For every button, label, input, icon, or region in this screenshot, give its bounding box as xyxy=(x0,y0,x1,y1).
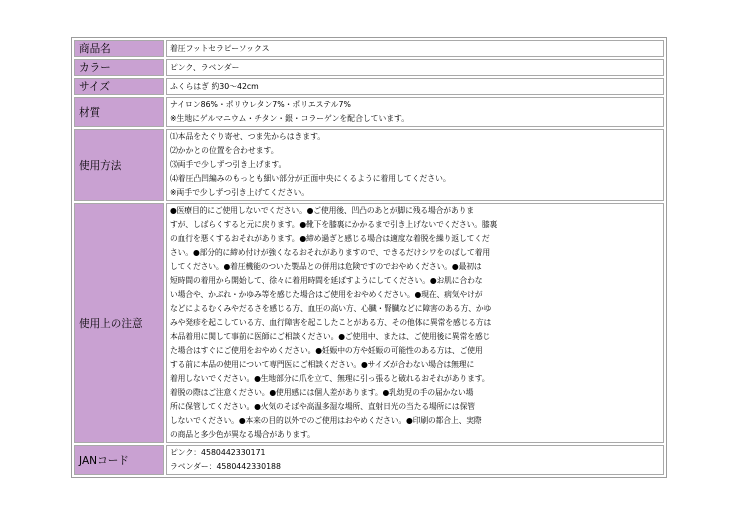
value-line: ※生地にゲルマニウム・チタン・銀・コラーゲンを配合しています。 xyxy=(170,114,410,123)
value-line: 着圧フットセラピーソックス xyxy=(170,43,270,53)
label-jan-code: JANコード xyxy=(74,445,164,475)
label-precautions: 使用上の注意 xyxy=(74,203,164,443)
label-material: 材質 xyxy=(74,97,164,127)
precaution-line: する前に本品の使用について専門医にご相談ください。●サイズが合わない場合は無理に xyxy=(170,360,475,369)
precaution-line: しないでください。●本来の目的以外でのご使用はおやめください。●印刷の都合上、実際 xyxy=(170,416,482,425)
value-material xyxy=(166,97,664,127)
precaution-line: た場合はすぐにご使用をおやめください。●妊娠中の方や妊娠の可能性のある方は、ご使用 xyxy=(170,346,483,355)
value-line: ⑵かかとの位置を合わせます。 xyxy=(170,146,279,155)
value-line: ※両手で少しずつ引き上げてください。 xyxy=(170,188,310,197)
value-line: ピンク、ラベンダー xyxy=(170,62,240,72)
precaution-line: してください。●着圧機能のついた製品との併用は危険ですのでおやめください。●最初は xyxy=(170,262,482,271)
value-line: ピンク：4580442330171 xyxy=(170,448,266,457)
value-line: ふくらはぎ 約30〜42cm xyxy=(170,81,259,91)
precaution-line: の血行を悪くするおそれがあります。●締め過ぎと感じる場合は適度な着脱を繰り返してくだ xyxy=(170,234,490,243)
row-material xyxy=(74,97,664,127)
value-line: ⑶両手で少しずつ引き上げます。 xyxy=(170,160,287,169)
value-line: ⑷着圧凸凹編みのもっとも細い部分が正面中央にくるように着用してください。 xyxy=(170,174,451,183)
label-product-name: 商品名 xyxy=(74,40,164,57)
precaution-line: 所に保管してください。●火気のそばや高温多湿な場所、直射日光の当たる場所には保管 xyxy=(170,402,475,411)
precaution-line: 着用しないでください。●生地部分に爪を立て、無理に引っ張ると破れるおそれがあります。 xyxy=(170,374,490,383)
precaution-line: 短時間の着用から開始して、徐々に着用時間を延ばすようにしてください。●お肌に合わな xyxy=(170,276,483,285)
precaution-line: 本品着用に関して事前に医師にご相談ください。●ご使用中、または、ご使用後に異常を感じ xyxy=(170,332,491,341)
precaution-line: さい。●部分的に締め付けが強くなるおそれがありますので、できるだけシワをのばして着用 xyxy=(170,248,491,257)
row-precautions xyxy=(74,203,664,443)
label-color: カラー xyxy=(74,59,164,76)
precaution-line: い場合や、かぶれ・かゆみ等を感じた場合はご使用をおやめください。●現在、病気やけが xyxy=(170,290,483,299)
precaution-line: すが、しばらくすると元に戻ります。●靴下を膝裏にかかるまで引き上げないでください。膝裏 xyxy=(170,220,498,229)
row-size xyxy=(74,78,664,95)
value-line: ⑴本品をたぐり寄せ、つま先からはきます。 xyxy=(170,132,326,141)
value-line: ナイロン86%・ポリウレタン7%・ポリエステル7% xyxy=(170,100,351,109)
value-line: ラベンダー：4580442330188 xyxy=(170,462,281,471)
value-size xyxy=(166,78,664,95)
value-precautions xyxy=(166,203,664,443)
precaution-line: ●医療目的にご使用しないでください。●ご使用後、凹凸のあとが脚に残る場合がありま xyxy=(170,206,474,215)
value-usage xyxy=(166,129,664,201)
precaution-line: などによるむくみやだるさを感じる方、血圧の高い方、心臓・腎臓などに障害のある方、かゆ xyxy=(170,304,492,313)
row-product-name xyxy=(74,40,664,57)
label-usage: 使用方法 xyxy=(74,129,164,201)
value-jan-code xyxy=(166,445,664,475)
label-size: サイズ xyxy=(74,78,164,95)
row-color xyxy=(74,59,664,76)
precaution-line: 着脱の際はご注意ください。●使用感には個人差があります。●乳幼児の手の届かない場 xyxy=(170,388,474,397)
precaution-line: の商品と多少色が異なる場合があります。 xyxy=(170,430,315,439)
precaution-line: みや発疹を起こしている方、血行障害を起こしたことがある方、その他体に異常を感じる方は xyxy=(170,318,492,327)
row-usage xyxy=(74,129,664,201)
row-jan-code xyxy=(74,445,664,475)
value-color xyxy=(166,59,664,76)
value-product-name xyxy=(166,40,664,57)
product-spec-table xyxy=(71,37,667,478)
